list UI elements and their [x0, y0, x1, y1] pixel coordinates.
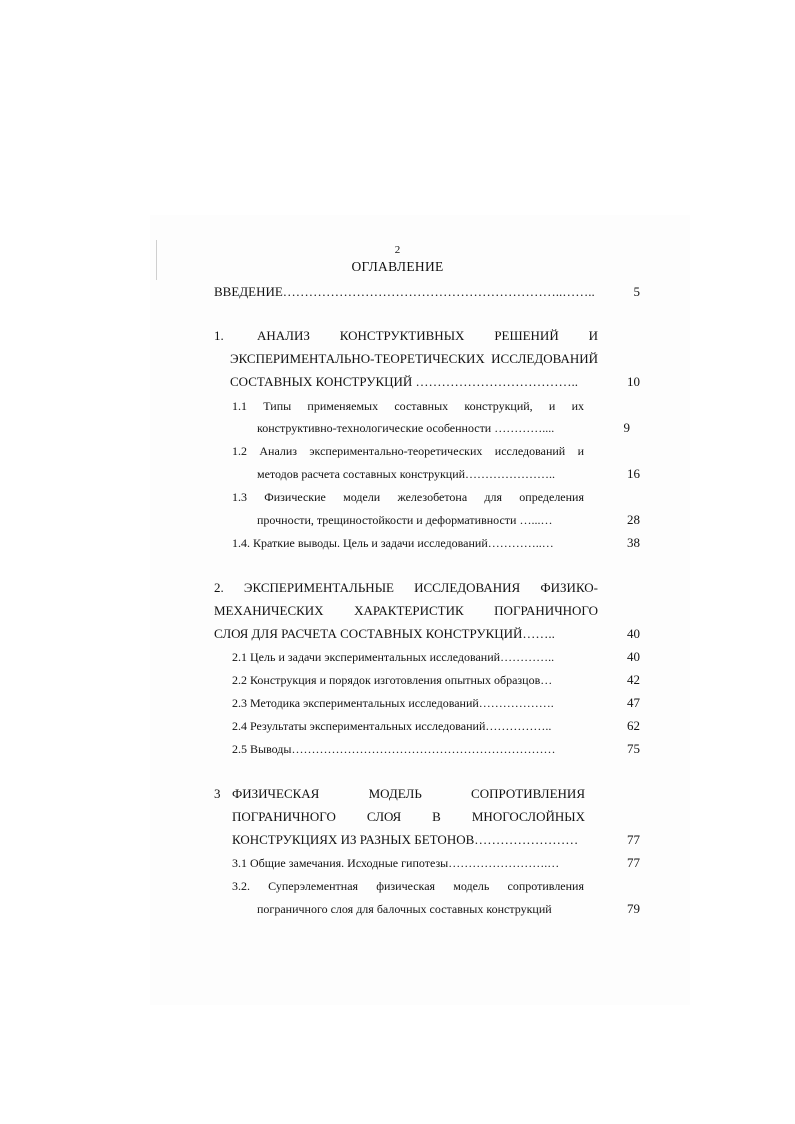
- section-1-1-page: 9: [623, 420, 630, 435]
- page-number: 2: [394, 244, 401, 256]
- chapter-2-title-line3: СЛОЯ ДЛЯ РАСЧЕТА СОСТАВНЫХ КОНСТРУКЦИЙ……..: [214, 626, 555, 641]
- toc-title: ОГЛАВЛЕНИЕ: [351, 259, 444, 274]
- section-2-4-page: 62: [627, 718, 640, 733]
- section-1-4: 1.4. Краткие выводы. Цель и задачи исследований…………..…: [232, 536, 554, 550]
- section-1-2-line1: 1.2 Анализ экспериментально-теоретических исследований и: [232, 444, 584, 458]
- section-2-2-page: 42: [627, 672, 640, 687]
- section-1-3-page: 28: [627, 512, 640, 527]
- chapter-1-title-line2: ЭКСПЕРИМЕНТАЛЬНО-ТЕОРЕТИЧЕСКИХ ИССЛЕДОВАНИЙ: [230, 351, 598, 366]
- section-3-2-line1: 3.2. Суперэлементная физическая модель сопротивления: [232, 879, 584, 893]
- chapter-2-page: 40: [627, 626, 640, 641]
- section-2-3: 2.3 Методика экспериментальных исследований……………….: [232, 696, 554, 710]
- chapter-2-title-line2: МЕХАНИЧЕСКИХ ХАРАКТЕРИСТИК ПОГРАНИЧНОГО: [214, 603, 598, 618]
- section-2-5: 2.5 Выводы…………………………………………………………: [232, 742, 556, 756]
- section-2-1-page: 40: [627, 649, 640, 664]
- chapter-2-title-line1: [214, 580, 598, 596]
- toc-entry-intro: ВВЕДЕНИЕ………………………………………………………..……..: [214, 284, 595, 299]
- chapter-1-page: 10: [627, 374, 640, 389]
- chapter-3-title-line2: ПОГРАНИЧНОГО СЛОЯ В МНОГОСЛОЙНЫХ: [232, 809, 585, 824]
- chapter-3-title-line3: КОНСТРУКЦИЯХ ИЗ РАЗНЫХ БЕТОНОВ……………………: [232, 832, 579, 847]
- chapter-1-number: 1.: [214, 328, 224, 343]
- section-2-4: 2.4 Результаты экспериментальных исследований……………..: [232, 719, 552, 733]
- section-3-2-line2: пограничного слоя для балочных составных конструкций: [257, 902, 552, 916]
- chapter-3-number: 3: [214, 786, 221, 801]
- section-1-1-line1: 1.1 Типы применяемых составных конструкций, и их: [232, 399, 584, 413]
- section-1-4-page: 38: [627, 535, 640, 550]
- chapter-2-number: 2.: [214, 580, 224, 595]
- section-2-5-page: 75: [627, 741, 640, 756]
- toc-page-intro: 5: [633, 284, 640, 299]
- section-1-2-line2: методов расчета составных конструкций…………………..: [257, 467, 556, 481]
- section-1-2-page: 16: [627, 466, 640, 481]
- chapter-1-title-line1: АНАЛИЗ КОНСТРУКТИВНЫХ РЕШЕНИЙ И: [257, 328, 598, 343]
- section-2-2: 2.2 Конструкция и порядок изготовления опытных образцов…: [232, 673, 553, 687]
- section-2-3-page: 47: [627, 695, 640, 710]
- section-3-1: 3.1 Общие замечания. Исходные гипотезы…………………….…: [232, 856, 560, 870]
- section-2-1: 2.1 Цель и задачи экспериментальных исследований…………..: [232, 650, 555, 664]
- section-3-1-page: 77: [627, 855, 640, 870]
- section-3-2-page: 79: [627, 901, 640, 916]
- section-1-3-line1: 1.3 Физические модели железобетона для определения: [232, 490, 584, 504]
- chapter-3-title-line1: ФИЗИЧЕСКАЯ МОДЕЛЬ СОПРОТИВЛЕНИЯ: [232, 786, 585, 801]
- section-1-3-line2: прочности, трещиностойкости и деформативности …...…: [257, 513, 553, 527]
- section-1-1-line2: конструктивно-технологические особенности …………....: [257, 421, 555, 435]
- chapter-1-title-line3: СОСТАВНЫХ КОНСТРУКЦИЙ ………………………………..: [230, 374, 579, 389]
- chapter-3-page: 77: [627, 832, 640, 847]
- chapter-2-title-text: ЭКСПЕРИМЕНТАЛЬНЫЕ ИССЛЕДОВАНИЯ ФИЗИКО-: [243, 580, 599, 595]
